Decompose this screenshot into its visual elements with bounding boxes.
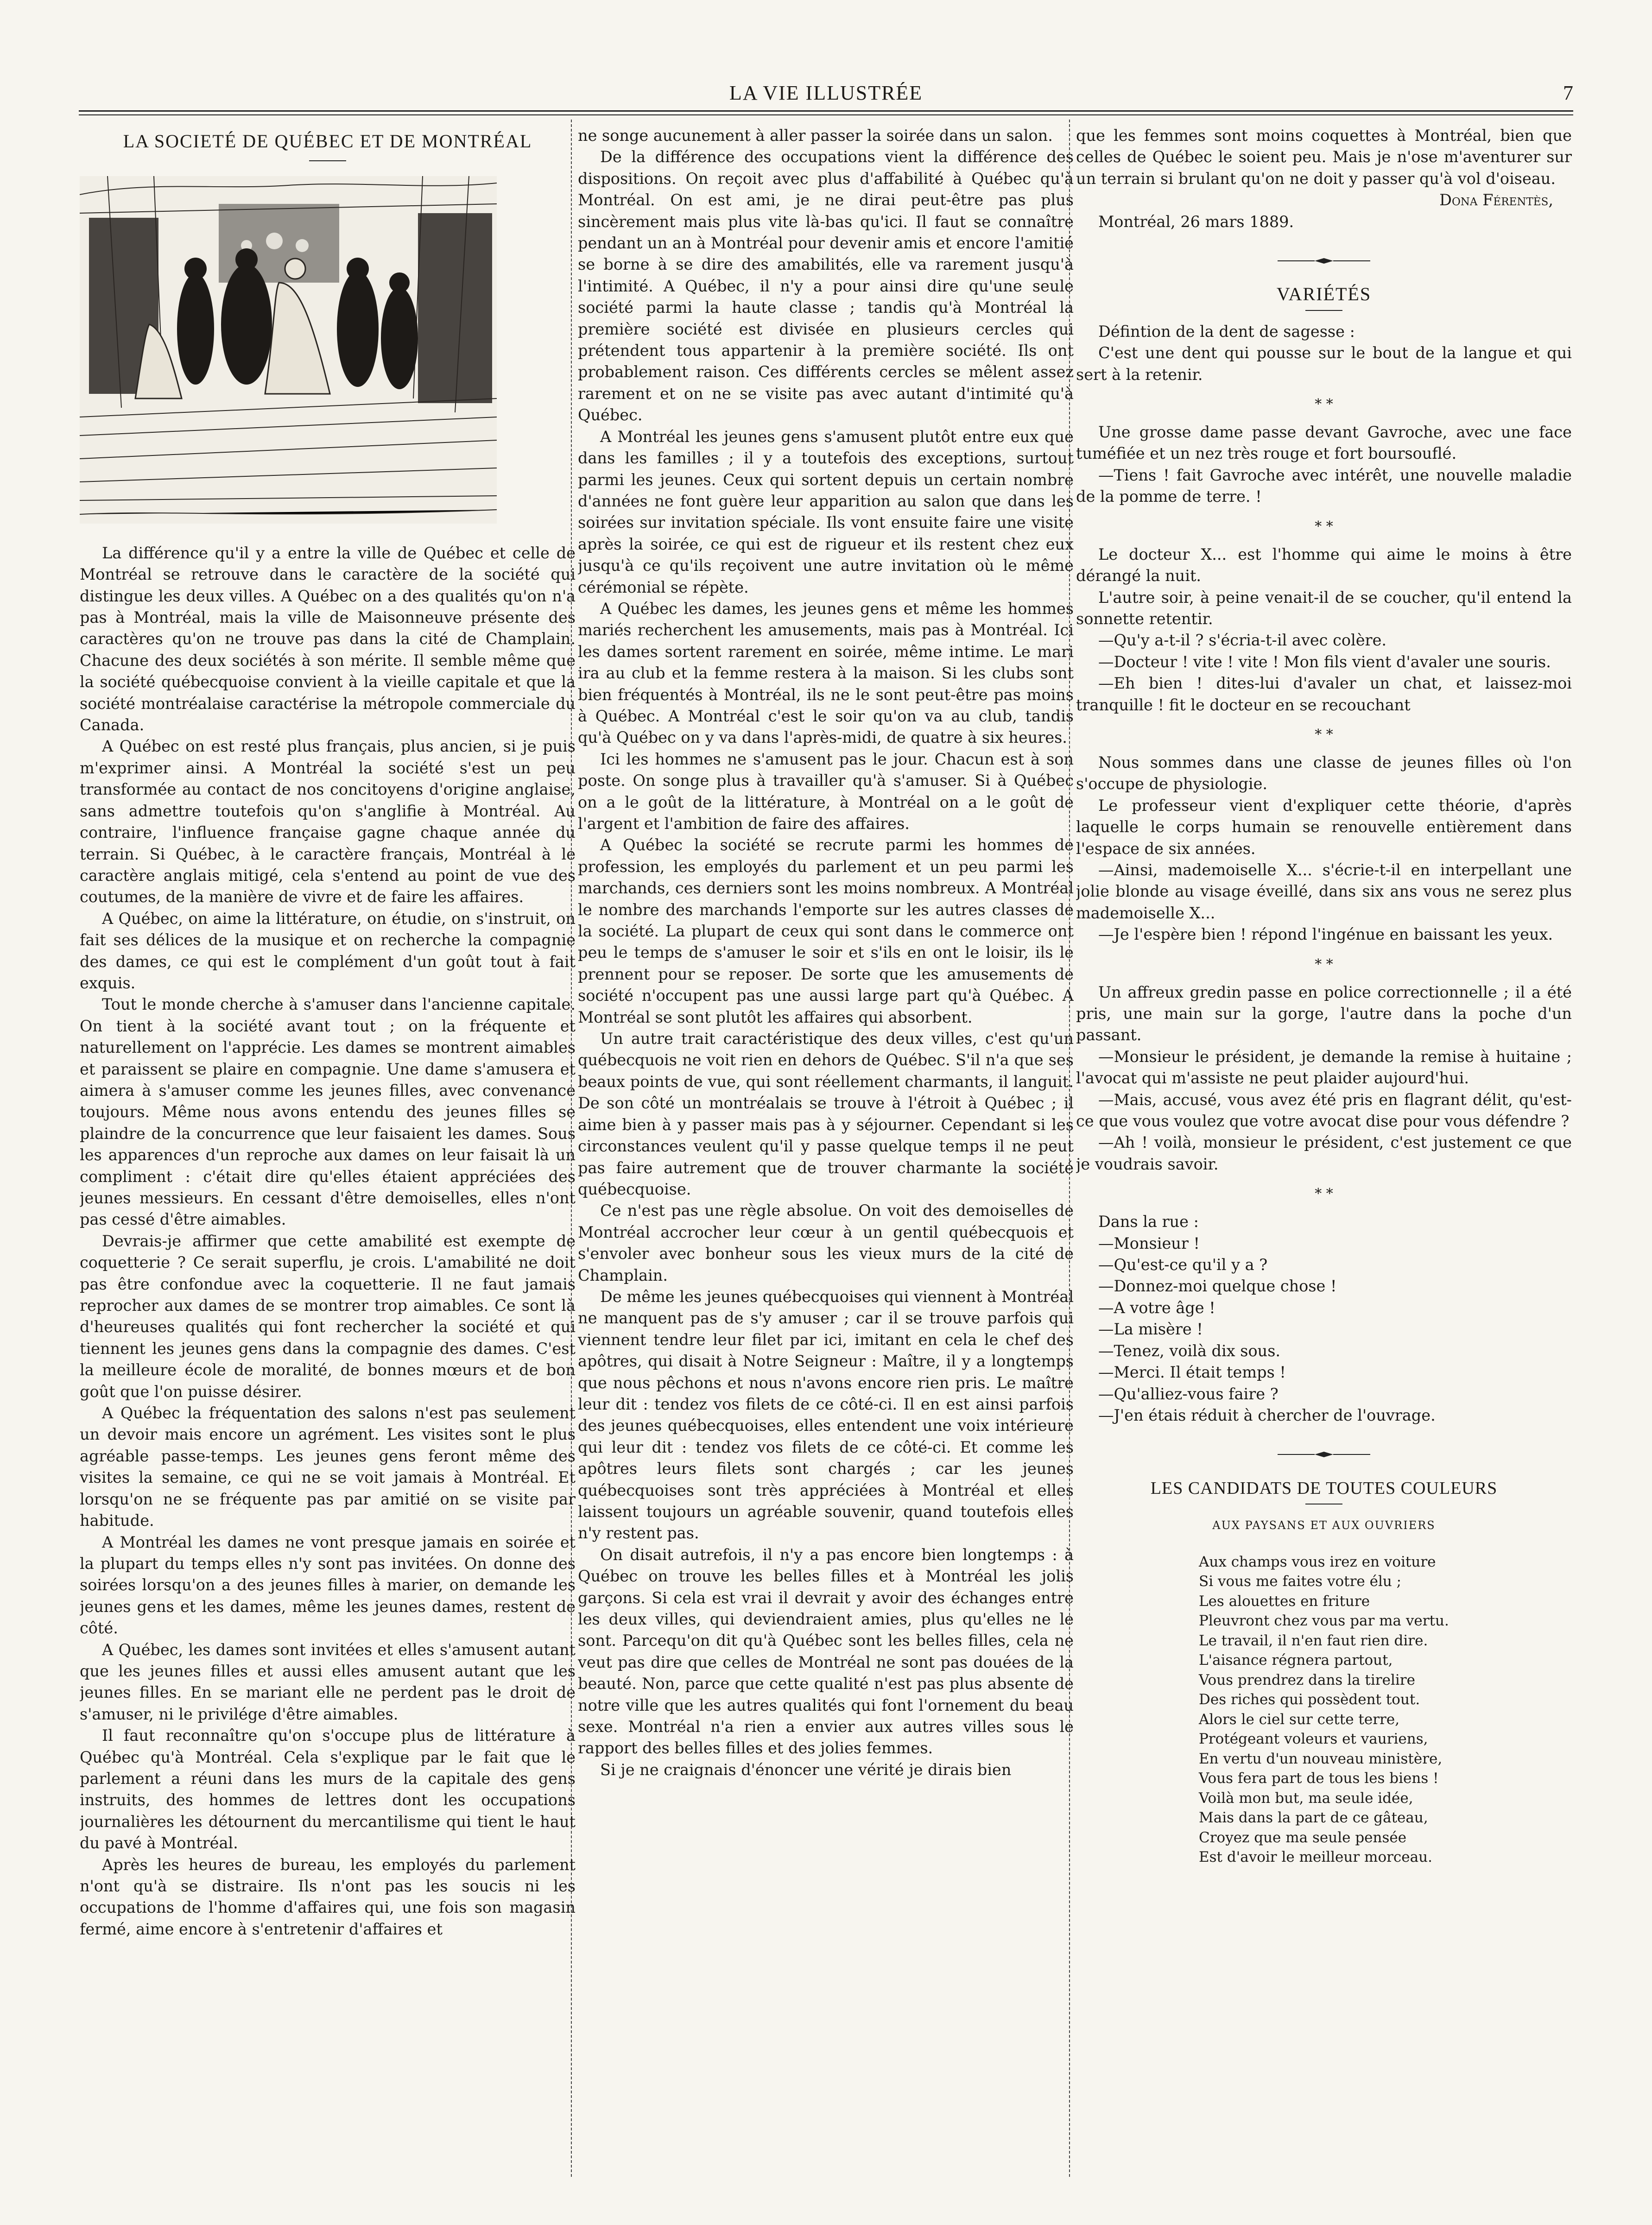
verse-line: Des riches qui possèdent tout. bbox=[1199, 1691, 1420, 1708]
paragraph: La différence qu'il y a entre la ville de Québec et celle de Montréal se retrouve dans le caractère de la société qui distingue les deux villes. A Québec on a des qualités qu'on n'a pas à Montréal, mais la ville de Maisonneuve présente des caractères qu'on ne trouve pas dans la cité de Champlain. Chacune des deux sociétés à son mérite. Il semble même que la société québecquoise convient à la vieille capitale et que la société montréalaise caractérise la métropole commerciale du Canada. bbox=[80, 544, 576, 734]
paragraph: Après les heures de bureau, les employés du parlement n'ont qu'à se distraire. Ils n'ont pas les soucis ni les occupations de l'homme d'affaires qui, une fois son magasin fermé, aime encore à s'entretenir d'affaires et bbox=[80, 1855, 576, 1938]
paragraph: Tout le monde cherche à s'amuser dans l'ancienne capitale. On tient à la société avant tout ; on la fréquente et naturellement on l'apprécie. Les dames se montrent aimables et paraissent se plaire en compagnie. Une dame s'amusera et aimera à s'amuser comme les jeunes filles, avec convenance toujours. Même nous avons entendu des jeunes filles se plaindre de la concurrence que leur faisaient les dames. Sous les apparences d'un reproche aux dames on leur faisait là un compliment : c'était dire qu'elles étaient appréciées des jeunes messieurs. En cessant d'être demoiselles, elles n'ont pas cessé d'être aimables. bbox=[80, 995, 576, 1229]
paragraph: A Québec on est resté plus français, plus ancien, si je puis m'exprimer ainsi. A Montréal la société s'est un peu transformée au contact de nos concitoyens d'origine anglaise, sans admettre toutefois qu'on s'anglifie à Montréal. Au contraire, l'influence française gagne chaque année du terrain. Si Québec, à le caractère français, Montréal à le caractère anglais mitigé, cela s'entend au point de vue des coutumes, de la manière de vivre et de faire les affaires. bbox=[80, 737, 576, 906]
paragraph: Le docteur X... est l'homme qui aime le moins à être dérangé la nuit. bbox=[1076, 545, 1572, 585]
header-rule-thin bbox=[79, 114, 1573, 115]
paragraph: Ici les hommes ne s'amusent pas le jour. Chacun est à son poste. On songe plus à travailler qu'à s'amuser. Si à Québec on a le goût de la littérature, à Montréal on a le goût de l'argent et l'ambition de faire des affaires. bbox=[578, 750, 1074, 833]
asterism: * * bbox=[1315, 956, 1333, 973]
section-title-varietes: VARIÉTÉS bbox=[1276, 284, 1372, 305]
paragraph: A Québec la société se recrute parmi les hommes de profession, les employés du parlement et un peu parmi les marchands, ces derniers sont les moins nombreux. A Montréal le nombre des marchands l'emporte sur les autres classes de la société. La plupart de ceux qui sont dans le commerce ont peu le temps de s'amuser le soir et s'ils en ont le loisir, ils le prennent pour se reposer. De sorte que les amusements de société n'occupent pas une aussi large part qu'à Québec. A Montréal se sont plutôt les affaires qui absorbent. bbox=[578, 836, 1074, 1026]
column-2 bbox=[578, 125, 1074, 2164]
paragraph: —Ah ! voilà, monsieur le président, c'est justement ce que je voudrais savoir. bbox=[1076, 1133, 1572, 1173]
verse-line: Est d'avoir le meilleur morceau. bbox=[1199, 1849, 1432, 1866]
verse-line: Aux champs vous irez en voiture bbox=[1199, 1553, 1436, 1570]
dialog-line: —Monsieur ! bbox=[1098, 1234, 1200, 1252]
paragraph: ne songe aucunement à aller passer la soirée dans un salon. bbox=[578, 126, 1053, 145]
paragraph: Défintion de la dent de sagesse : bbox=[1098, 322, 1355, 341]
paragraph: De même les jeunes québecquoises qui viennent à Montréal ne manquent pas de s'y amuser ; car il se trouve parfois qui viennent tendre leur filet par ici, imitant en cela le chef des apôtres, qui disait à Notre Seigneur : Maître, il y a longtemps que nous pêchons et nous n'avons encore rien pris. Le maître leur dit : tendez vos filets de ce côté-ci. Il en est ainsi parfois des jeunes québecquoises, elles entendent une voix intérieure qui leur dit : tendez vos filets de ce côté-ci. Et comme les apôtres leurs filets sont chargés ; car les jeunes québecquoises sont très appréciées à Montréal et elles laissent toujours un agréable souvenir, quand toutefois elles n'y restent pas. bbox=[578, 1287, 1074, 1542]
poem bbox=[1199, 1552, 1572, 1867]
paragraph: Devrais-je affirmer que cette amabilité est exempte de coquetterie ? Ce serait superflu, je crois. L'amabilité ne doit pas être confondue avec la coquetterie. Il ne faut jamais reprocher aux dames de se montrer trop aimables. Ce sont là d'heureuses qualités qui font rechercher la société et qui tiennent les jeunes gens dans la compagnie des dames. C'est la meilleure école de moralité, de bonnes mœurs et de bon goût que l'on puisse désirer. bbox=[80, 1232, 576, 1401]
dialog-line: —Merci. Il était temps ! bbox=[1098, 1363, 1286, 1382]
varietes-body bbox=[1076, 321, 1572, 1426]
section-ornament bbox=[1076, 248, 1572, 270]
title-rule bbox=[1305, 310, 1342, 311]
paragraph: Une grosse dame passe devant Gavroche, avec une face tuméfiée et un nez très rouge et fort boursouflé. bbox=[1076, 423, 1572, 463]
page-header bbox=[79, 81, 1573, 109]
dialog-line: —A votre âge ! bbox=[1098, 1298, 1215, 1317]
paragraph: Nous sommes dans une classe de jeunes filles où l'on s'occupe de physiologie. bbox=[1076, 753, 1572, 793]
running-title: LA VIE ILLUSTRÉE bbox=[729, 82, 923, 104]
paragraph: Le professeur vient d'expliquer cette théorie, d'après laquelle le corps humain se renouvelle entièrement dans l'espace de six années. bbox=[1076, 796, 1572, 858]
title-rule bbox=[309, 160, 346, 161]
asterism: * * bbox=[1315, 726, 1333, 743]
paragraph: Un autre trait caractéristique des deux villes, c'est qu'un québecquois ne voit rien en dehors de Québec. S'il n'a que ses beaux points de vue, qui sont réellement charmants, il languit. De son côté un montréalais se trouve à l'étroit à Québec ; il aime bien à y passer mais pas à y séjourner. Cependant si les circonstances veulent qu'il y passe quelque temps il ne peut pas faire autrement que de trouver charmante la société québecquoise. bbox=[578, 1030, 1074, 1198]
column-1 bbox=[80, 125, 576, 2164]
paragraph: —Tiens ! fait Gavroche avec intérêt, une nouvelle maladie de la pomme de terre. ! bbox=[1076, 466, 1572, 506]
paragraph: Il faut reconnaître qu'on s'occupe plus de littérature à Québec qu'à Montréal. Cela s'explique par le fait que le parlement a réuni dans les murs de la capitale des gens instruits, des hommes de lettres dont les occupations journalières les détournent du mercantilisme qui tient le haut du pavé à Montréal. bbox=[80, 1726, 576, 1852]
verse-line: Protégeant voleurs et vauriens, bbox=[1199, 1731, 1428, 1748]
verse-line: Alors le ciel sur cette terre, bbox=[1199, 1711, 1400, 1728]
header-rule bbox=[79, 110, 1573, 112]
verse-line: Pleuvront chez vous par ma vertu. bbox=[1199, 1612, 1449, 1630]
paragraph: Si je ne craignais d'énoncer une vérité je dirais bien bbox=[600, 1760, 1012, 1779]
page-number: 7 bbox=[1563, 82, 1573, 104]
verse-line: Voilà mon but, ma seule idée, bbox=[1199, 1789, 1413, 1807]
dialog-line: —J'en étais réduit à chercher de l'ouvrage. bbox=[1098, 1406, 1436, 1424]
verse-line: Croyez que ma seule pensée bbox=[1199, 1829, 1407, 1846]
paragraph: De la différence des occupations vient la différence des dispositions. On reçoit avec plus d'affabilité à Québec qu'à Montréal. On est ami, je ne dirai peut-être pas plus sincèrement mais plus vite là-bas qu'ici. Il faut se connaître pendant un an à Montréal pour devenir amis et encore l'amitié se borne à se dire des amabilités, elle va rarement jusqu'à l'intimité. A Québec, il n'y a pour ainsi dire qu'une seule société parmi la haute classe ; tandis qu'à Montréal la première société est divisée en plusieurs cercles qui prétendent tous appartenir à la première société. Ils ont probablement raison. Ces différents cercles se mêlent assez rarement et on ne se visite pas avec autant d'intimité qu'à Québec. bbox=[578, 148, 1074, 424]
verse-line: L'aisance régnera partout, bbox=[1199, 1652, 1393, 1669]
asterism: * * bbox=[1315, 1186, 1333, 1202]
section-title-candidats: LES CANDIDATS DE TOUTES COULEURS bbox=[1150, 1478, 1498, 1498]
verse-line: En vertu d'un nouveau ministère, bbox=[1199, 1750, 1443, 1767]
paragraph: Dans la rue : bbox=[1098, 1213, 1199, 1231]
poem-subtitle: AUX PAYSANS ET AUX OUVRIERS bbox=[1212, 1519, 1436, 1532]
paragraph: —Ainsi, mademoiselle X... s'écrie-t-il en interpellant une jolie blonde au visage éveillé, dans six ans vous ne serez plus mademoiselle X... bbox=[1076, 860, 1572, 922]
paragraph: —Eh bien ! dites-lui d'avaler un chat, et laissez-moi tranquille ! fit le docteur en se recouchant bbox=[1076, 674, 1572, 714]
dialog-line: —La misère ! bbox=[1098, 1320, 1203, 1339]
article-title: LA SOCIETÉ DE QUÉBEC ET DE MONTRÉAL bbox=[123, 131, 532, 152]
paragraph: —Qu'y a-t-il ? s'écria-t-il avec colère. bbox=[1098, 631, 1387, 650]
paragraph: A Québec les dames, les jeunes gens et même les hommes mariés recherchent les amusements, mais pas à Montréal. Ici les dames sortent rarement en soirée, même intime. Le mari ira au club et la femme restera à la maison. Si les clubs sont bien fréquentés à Montréal, ils ne le sont peut-être pas moins à Québec. A Montréal c'est le soir qu'on va au club, tandis qu'à Québec on y va dans l'après-midi, de quatre à six heures. bbox=[578, 599, 1074, 747]
paragraph: A Montréal les jeunes gens s'amusent plutôt entre eux que dans les familles ; il y a toutefois des exceptions, surtout parmi les jeunes. Ceux qui sortent depuis un certain nombre d'années ne font guère leur apparition au salon que dans les soirées sur invitation spéciale. Ils vont ensuite faire une visite après la soirée, ce qui est de rigueur et ils restent chez eux jusqu'à ce qu'ils reçoivent une autre invitation où le même cérémonial se répète. bbox=[578, 427, 1074, 596]
section-ornament bbox=[1076, 1442, 1572, 1463]
paragraph: L'autre soir, à peine venait-il de se coucher, qu'il entend la sonnette retentir. bbox=[1076, 588, 1572, 628]
verse-line: Les alouettes en friture bbox=[1199, 1593, 1370, 1610]
dialog-line: —Qu'alliez-vous faire ? bbox=[1098, 1384, 1279, 1403]
verse-line: Si vous me faites votre élu ; bbox=[1199, 1573, 1402, 1590]
asterism: * * bbox=[1315, 396, 1333, 413]
paragraph: A Québec la fréquentation des salons n'est pas seulement un devoir mais encore un agrément. Les visites sont le plus agréable passe-temps. Les jeunes gens feront même des visites la semaine, ce qui ne se voit jamais à Montréal. Et lorsqu'on ne se fréquente pas par amitié on se visite par habitude. bbox=[80, 1404, 576, 1530]
paragraph: Un affreux gredin passe en police correctionnelle ; il a été pris, une main sur la gorge, l'autre dans la poche d'un passant. bbox=[1076, 983, 1572, 1044]
paragraph: Ce n'est pas une règle absolue. On voit des demoiselles de Montréal accrocher leur cœur à un gentil québecquois et s'envoler avec bonheur sous les vieux murs de la cité de Champlain. bbox=[578, 1201, 1074, 1284]
paragraph: que les femmes sont moins coquettes à Montréal, bien que celles de Québec le soient peu. Mais je n'ose m'aventurer sur un terrain si brulant qu'on ne doit y passer qu'à vol d'oiseau. bbox=[1076, 126, 1572, 188]
paragraph: —Je l'espère bien ! répond l'ingénue en baissant les yeux. bbox=[1098, 925, 1553, 944]
dialog-line: —Qu'est-ce qu'il y a ? bbox=[1098, 1256, 1268, 1274]
paragraph: —Monsieur le président, je demande la remise à huitaine ; l'avocat qui m'assiste ne peut plaider aujourd'hui. bbox=[1076, 1047, 1572, 1087]
dateline: Montréal, 26 mars 1889. bbox=[1098, 212, 1294, 231]
ballroom-engraving bbox=[80, 176, 497, 524]
paragraph: —Docteur ! vite ! vite ! Mon fils vient d'avaler une souris. bbox=[1098, 652, 1551, 671]
paragraph: On disait autrefois, il n'y a pas encore bien longtemps : à Québec on trouve les belles filles et à Montréal les jolis garçons. Si cela est vrai il devrait y avoir des échanges entre les deux villes, qui deviendraient amies, plus qu'elles ne le sont. Parcequ'on dit qu'à Québec sont les belles filles, cela ne veut pas dire que celles de Montréal ne sont pas douées de la beauté. Non, parce que cette qualité n'est pas plus absente de notre ville que les autres qualités qui font l'ornement du beau sexe. Montréal n'a rien a envier aux autres villes sous le rapport des belles filles et des jolies femmes. bbox=[578, 1545, 1074, 1757]
paragraph: —Mais, accusé, vous avez été pris en flagrant délit, qu'est-ce que vous voulez que votre avocat dise pour vous défendre ? bbox=[1076, 1090, 1572, 1131]
paragraph: A Québec, on aime la littérature, on étudie, on s'instruit, on fait ses délices de la musique et on recherche la compagnie des dames, ce qui est le complément d'un goût tout à fait exquis. bbox=[80, 909, 576, 992]
column-3 bbox=[1076, 125, 1572, 2164]
verse-line: Vous fera part de tous les biens ! bbox=[1199, 1770, 1439, 1787]
verse-line: Le travail, il n'en faut rien dire. bbox=[1199, 1632, 1428, 1649]
dialog-line: —Donnez-moi quelque chose ! bbox=[1098, 1277, 1337, 1296]
paragraph: A Montréal les dames ne vont presque jamais en soirée et la plupart du temps elles n'y sont pas invitées. On donne des soirées lorsqu'on a des jeunes filles à marier, on demande les jeunes gens et les dames, même les jeunes dames, restent de côté. bbox=[80, 1533, 576, 1637]
author-signature: Dona Férentès, bbox=[1439, 191, 1553, 209]
dialog-line: —Tenez, voilà dix sous. bbox=[1098, 1341, 1281, 1360]
paragraph: C'est une dent qui pousse sur le bout de la langue et qui sert à la retenir. bbox=[1076, 344, 1572, 384]
paragraph: A Québec, les dames sont invitées et elles s'amusent autant que les jeunes filles et aussi elles amusent autant que les jeunes filles. En se mariant elle ne perdent pas le droit de s'amuser, ni le privilége d'être aimables. bbox=[80, 1640, 576, 1723]
verse-line: Vous prendrez dans la tirelire bbox=[1199, 1671, 1415, 1688]
verse-line: Mais dans la part de ce gâteau, bbox=[1199, 1809, 1428, 1827]
asterism: * * bbox=[1315, 518, 1333, 535]
